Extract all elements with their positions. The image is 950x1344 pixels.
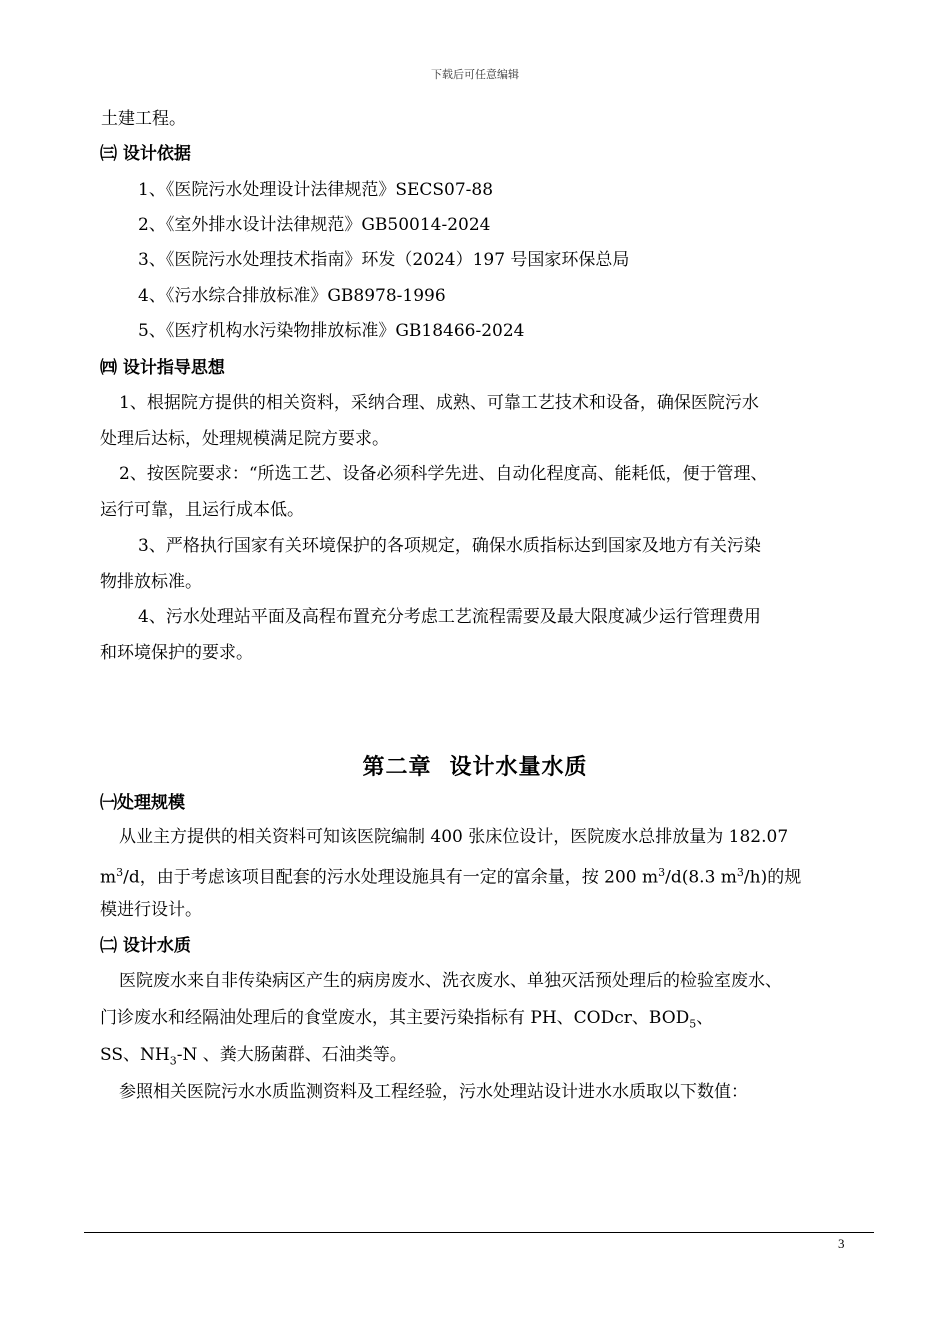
guideline-4-line-2: 和环境保护的要求。 (100, 643, 253, 663)
reference-item-3: 3、《医院污水处理技术指南》环发（2024）197 号国家环保总局 (138, 250, 630, 270)
quality-heading: ㈡ 设计水质 (100, 936, 191, 956)
section-3-heading: ㈢ 设计依据 (100, 144, 191, 164)
scale-line-1: 从业主方提供的相关资料可知该医院编制 400 张床位设计，医院废水总排放量为 182.07 (119, 827, 789, 847)
reference-item-4: 4、《污水综合排放标准》GB8978-1996 (138, 286, 446, 306)
quality-line-3: SS、$NH_3-N$ 、粪大肠菌群、石油类等。 (100, 1045, 407, 1068)
guideline-3-line-2: 物排放标准。 (100, 572, 202, 592)
scale-heading: ㈠处理规模 (100, 793, 185, 813)
header-note: 下载后可任意编辑 (431, 68, 519, 81)
intro-fragment: 土建工程。 (101, 109, 186, 129)
chapter-title (0, 750, 950, 781)
chapter-number: 第二章 (362, 755, 432, 780)
quality-line-4: 参照相关医院污水水质监测资料及工程经验，污水处理站设计进水水质取以下数值： (119, 1082, 748, 1102)
quality-line-1: 医院废水来自非传染病区产生的病房废水、洗衣废水、单独灭活预处理后的检验室废水、 (119, 971, 782, 991)
scale-line-3: 模进行设计。 (100, 900, 202, 920)
footer-rule (84, 1232, 874, 1233)
reference-item-5: 5、《医疗机构水污染物排放标准》GB18466-2024 (138, 321, 525, 341)
chapter-name: 设计水量水质 (449, 755, 588, 780)
section-4-heading: ㈣ 设计指导思想 (100, 358, 225, 378)
page-number: 3 (838, 1236, 845, 1251)
quality-line-2: 门诊废水和经隔油处理后的食堂废水，其主要污染指标有 PH、CODcr、$BOD_5$、 (100, 1008, 714, 1031)
reference-item-2: 2、《室外排水设计法律规范》GB50014-2024 (138, 215, 491, 235)
reference-item-1: 1、《医院污水处理设计法律规范》SECS07-88 (138, 180, 494, 200)
guideline-2-line-2: 运行可靠，且运行成本低。 (100, 500, 304, 520)
guideline-1-line-2: 处理后达标，处理规模满足院方要求。 (100, 429, 389, 449)
guideline-3-line-1: 3、严格执行国家有关环境保护的各项规定，确保水质指标达到国家及地方有关污染 (138, 536, 761, 556)
guideline-1-line-1: 1、根据院方提供的相关资料，采纳合理、成熟、可靠工艺技术和设备，确保医院污水 (119, 393, 759, 413)
guideline-4-line-1: 4、污水处理站平面及高程布置充分考虑工艺流程需要及最大限度减少运行管理费用 (138, 607, 761, 627)
guideline-2-line-1: 2、按医院要求：“所选工艺、设备必须科学先进、自动化程度高、能耗低，便于管理、 (119, 464, 768, 484)
scale-line-2: $m^3/d$，由于考虑该项目配套的污水处理设施具有一定的富余量，按 200 $m^3/d(8.3$ $m^3/h$)的规 (100, 866, 802, 888)
